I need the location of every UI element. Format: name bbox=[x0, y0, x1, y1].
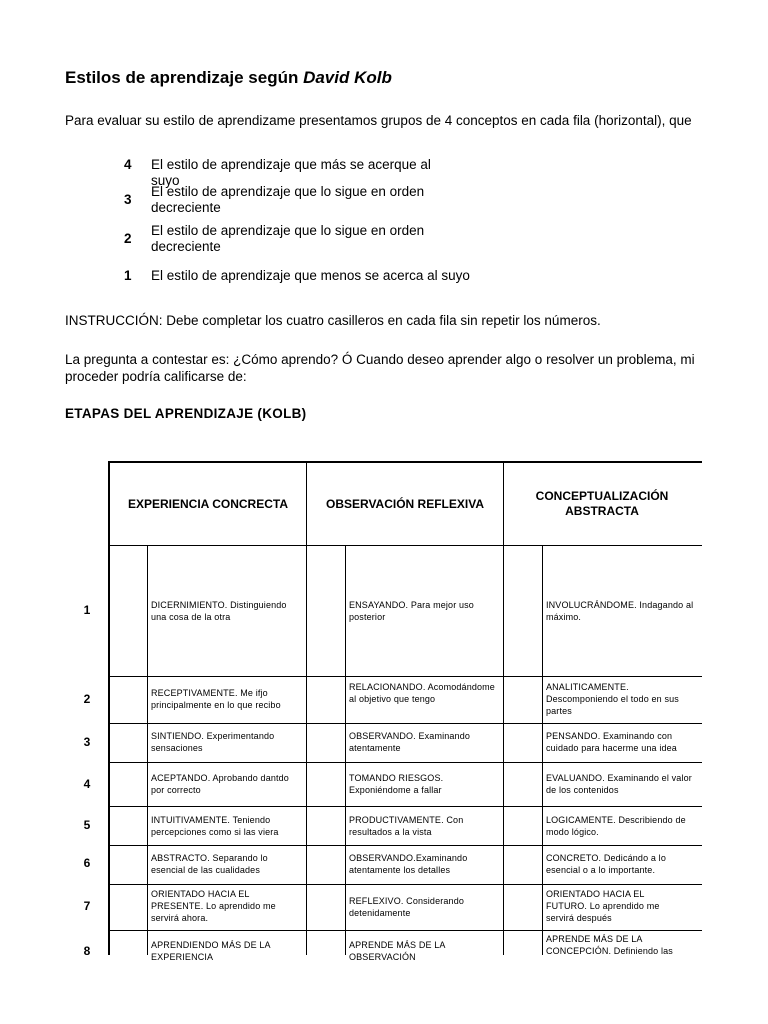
table-cell: CONCRETO. Dedicándo a lo esencial o a lo importante. bbox=[546, 853, 666, 875]
intro-paragraph: Para evaluar su estilo de aprendizame presentamos grupos de 4 conceptos en cada fila (horizontal), que bbox=[65, 113, 692, 128]
row-number: 1 bbox=[83, 603, 91, 617]
page-title bbox=[65, 68, 392, 88]
scale-number: 1 bbox=[124, 268, 132, 283]
table-cell: OBSERVANDO.Examinando atentamente los detalles bbox=[349, 853, 468, 875]
table-cell: ORIENTADO HACIA EL PRESENTE. Lo aprendido me servirá ahora. bbox=[151, 889, 276, 923]
table-cell: PRODUCTIVAMENTE. Con resultados a la vista bbox=[349, 815, 464, 837]
table-cell: LOGICAMENTE. Describiendo de modo lógico. bbox=[546, 815, 686, 837]
row-number: 2 bbox=[83, 692, 91, 706]
table-cell: SINTIENDO. Experimentando sensaciones bbox=[151, 731, 275, 753]
table-cell: ABSTRACTO. Separando lo esencial de las cualidades bbox=[151, 853, 268, 875]
table-cell: ACEPTANDO. Aprobando dantdo por correcto bbox=[151, 773, 289, 795]
table-cell: REFLEXIVO. Considerando detenidamente bbox=[349, 896, 465, 918]
table-cell: PENSANDO. Examinando con cuidado para hacerme una idea bbox=[546, 731, 677, 753]
table-border bbox=[108, 762, 702, 763]
title-text: Estilos de aprendizaje según bbox=[65, 68, 304, 87]
scale-description: El estilo de aprendizaje que menos se acerca al suyo bbox=[151, 268, 470, 283]
section-heading: ETAPAS DEL APRENDIZAJE (KOLB) bbox=[65, 406, 307, 421]
row-number: 7 bbox=[83, 899, 91, 913]
table-border bbox=[108, 806, 702, 807]
table-cell: INTUITIVAMENTE. Teniendo percepciones como si las viera bbox=[151, 815, 279, 837]
row-number: 6 bbox=[83, 856, 91, 870]
table-cell: ANALITICAMENTE. Descomponiendo el todo en sus partes bbox=[546, 682, 679, 716]
table-cell: RECEPTIVAMENTE. Me ifjo principalmente en lo que recibo bbox=[151, 688, 281, 710]
table-border bbox=[147, 545, 148, 955]
table-border bbox=[108, 545, 702, 546]
table-cell: INVOLUCRÁNDOME. Indagando al máximo. bbox=[546, 600, 694, 622]
table-cell: OBSERVANDO. Examinando atentamente bbox=[349, 731, 471, 753]
table-border bbox=[108, 884, 702, 885]
table-cell: ORIENTADO HACIA EL FUTURO. Lo aprendido me servirá después bbox=[546, 889, 660, 923]
scale-number: 3 bbox=[124, 192, 132, 207]
table-border bbox=[345, 545, 346, 955]
title-author: David Kolb bbox=[303, 68, 392, 87]
table-cell: RELACIONANDO. Acomodándome al objetivo que tengo bbox=[349, 682, 495, 704]
scale-description: El estilo de aprendizaje que más se acerque al suyo bbox=[151, 157, 431, 188]
column-header: CONCEPTUALIZACIÓN ABSTRACTA bbox=[535, 489, 669, 518]
question-line: La pregunta a contestar es: ¿Cómo aprendo? Ó Cuando deseo aprender algo o resolver un problema, mi bbox=[65, 352, 695, 367]
row-number: 5 bbox=[83, 818, 91, 832]
table-cell: APRENDE MÁS DE LA CONCEPCIÓN. Definiendo las bbox=[546, 934, 673, 956]
scale-description: El estilo de aprendizaje que lo sigue en orden decreciente bbox=[151, 223, 425, 254]
row-number: 4 bbox=[83, 777, 91, 791]
column-header: EXPERIENCIA CONCRECTA bbox=[127, 496, 288, 511]
column-header: OBSERVACIÓN REFLEXIVA bbox=[325, 496, 485, 511]
scale-number: 2 bbox=[124, 231, 132, 246]
table-border bbox=[542, 545, 543, 955]
table-border bbox=[108, 845, 702, 846]
table-cell: ENSAYANDO. Para mejor uso posterior bbox=[349, 600, 474, 622]
scale-description: El estilo de aprendizaje que lo sigue en orden decreciente bbox=[151, 184, 425, 215]
table-cell: DICERNIMIENTO. Distinguiendo una cosa de la otra bbox=[151, 600, 287, 622]
table-border bbox=[108, 930, 702, 931]
row-number: 8 bbox=[83, 944, 91, 958]
table-cell: TOMANDO RIESGOS. Exponiéndome a fallar bbox=[349, 773, 444, 795]
table-border bbox=[108, 723, 702, 724]
table-cell: EVALUANDO. Examinando el valor de los contenidos bbox=[546, 773, 692, 795]
question-text bbox=[65, 351, 695, 385]
row-number: 3 bbox=[83, 735, 91, 749]
table-cell: APRENDIENDO MÁS DE LA EXPERIENCIA bbox=[151, 940, 271, 962]
scale-number: 4 bbox=[124, 157, 132, 172]
table-border bbox=[108, 676, 702, 677]
table-cell: APRENDE MÁS DE LA OBSERVACIÓN bbox=[349, 940, 446, 962]
question-line: proceder podría calificarse de: bbox=[65, 369, 247, 384]
instruction-text: INSTRUCCIÓN: Debe completar los cuatro casilleros en cada fila sin repetir los números. bbox=[65, 313, 601, 328]
